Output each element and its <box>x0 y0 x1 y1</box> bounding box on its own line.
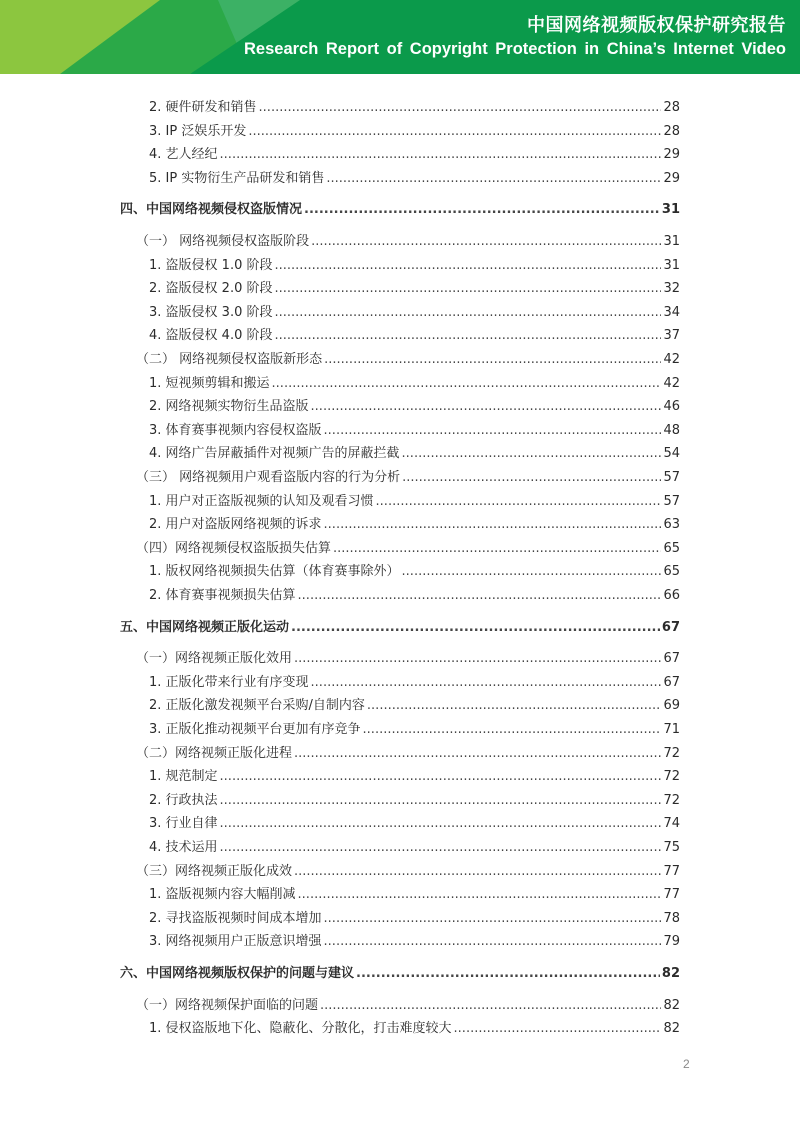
toc-entry-title: 4. 盗版侵权 4.0 阶段 <box>149 328 273 344</box>
toc-dot-leader <box>326 171 661 187</box>
toc-dot-leader <box>298 588 662 604</box>
toc-dot-leader <box>294 746 661 762</box>
toc-item[interactable] <box>149 117 680 140</box>
toc-dot-leader <box>402 470 661 486</box>
toc-entry-title: 3. 正版化推动视频平台更加有序竞争 <box>149 722 361 737</box>
toc-entry-page: 29 <box>663 147 680 163</box>
toc-item[interactable] <box>149 369 680 392</box>
toc-entry-title: 4. 技术运用 <box>149 840 218 855</box>
toc-chapter[interactable] <box>120 959 680 982</box>
toc-entry-page: 72 <box>663 769 680 785</box>
toc-dot-leader <box>248 124 661 140</box>
toc-section[interactable] <box>136 857 680 880</box>
toc-entry-page: 65 <box>663 540 680 556</box>
toc-entry-title: （三）网络视频正版化成效 <box>136 863 293 879</box>
toc-section[interactable] <box>136 739 680 762</box>
toc-dot-leader <box>272 376 662 392</box>
toc-entry-page: 32 <box>663 281 680 297</box>
toc-dot-leader <box>454 1021 662 1037</box>
toc-entry-title: 六、中国网络视频版权保护的问题与建议 <box>120 966 355 981</box>
toc-entry-page: 82 <box>663 997 680 1013</box>
toc-dot-leader <box>311 675 662 691</box>
toc-item[interactable] <box>149 487 680 510</box>
toc-item[interactable] <box>149 321 680 344</box>
toc-dot-leader <box>333 541 661 557</box>
toc-entry-page: 79 <box>663 934 680 950</box>
toc-entry-title: 3. IP 泛娱乐开发 <box>149 123 247 139</box>
toc-entry-page: 28 <box>663 100 680 115</box>
toc-section[interactable] <box>136 227 680 250</box>
toc-entry-page: 63 <box>663 517 680 533</box>
toc-item[interactable] <box>149 392 680 415</box>
toc-entry-page: 72 <box>663 745 680 761</box>
toc-entry-page: 72 <box>663 792 680 808</box>
toc-entry-page: 82 <box>663 1021 680 1037</box>
toc-entry-page: 31 <box>663 257 680 273</box>
toc-entry-page: 31 <box>663 234 680 249</box>
toc-entry-title: 3. 体育赛事视频内容侵权盗版 <box>149 422 322 438</box>
toc-chapter[interactable] <box>120 195 680 218</box>
toc-dot-leader <box>324 517 662 533</box>
toc-entry-title: 2. 盗版侵权 2.0 阶段 <box>149 281 273 297</box>
toc-entry-page: 71 <box>663 722 680 737</box>
toc-entry-title: 4. 艺人经纪 <box>149 147 218 163</box>
header-subtitle: Research Report of Copyright Protection in China’s Internet Video <box>244 40 786 58</box>
toc-item[interactable] <box>149 251 680 274</box>
toc-dot-leader <box>356 966 660 982</box>
toc-entry-page: 82 <box>661 966 680 981</box>
toc-entry-page: 78 <box>663 910 680 926</box>
toc-dot-leader <box>363 722 662 738</box>
toc-entry-page: 77 <box>663 863 680 879</box>
toc-item[interactable] <box>149 927 680 950</box>
toc-entry-title: （四）网络视频侵权盗版损失估算 <box>136 540 332 556</box>
toc-dot-leader <box>291 620 660 636</box>
toc-item[interactable] <box>149 164 680 187</box>
toc-entry-title: 四、中国网络视频侵权盗版情况 <box>120 202 303 218</box>
toc-entry-page: 67 <box>663 674 680 690</box>
toc-item[interactable] <box>149 691 680 714</box>
report-header <box>0 0 800 74</box>
toc-entry-title: （三） 网络视频用户观看盗版内容的行为分析 <box>136 470 401 485</box>
toc-item[interactable] <box>149 809 680 832</box>
toc-dot-leader <box>298 887 662 903</box>
toc-entry-title: 2. 硬件研发和销售 <box>149 100 257 115</box>
toc-dot-leader <box>324 352 661 368</box>
toc-entry-page: 67 <box>663 651 680 667</box>
toc-item[interactable] <box>149 510 680 533</box>
toc-dot-leader <box>220 793 662 809</box>
toc-entry-title: 1. 盗版视频内容大幅削减 <box>149 887 296 903</box>
toc-entry-page: 37 <box>663 328 680 344</box>
toc-item[interactable] <box>149 557 680 580</box>
toc-entry-title: 1. 版权网络视频损失估算（体育赛事除外） <box>149 564 400 580</box>
toc-item[interactable] <box>149 833 680 856</box>
toc-entry-page: 29 <box>663 170 680 186</box>
header-title: 中国网络视频版权保护研究报告 <box>527 15 786 36</box>
toc-entry-title: （一）网络视频正版化效用 <box>136 651 293 667</box>
toc-entry-page: 28 <box>663 123 680 139</box>
toc-entry-title: 五、中国网络视频正版化运动 <box>120 619 290 635</box>
toc-entry-page: 57 <box>663 493 680 509</box>
toc-dot-leader <box>220 840 662 856</box>
toc-item[interactable] <box>149 298 680 321</box>
toc-entry-title: 2. 正版化激发视频平台采购/自制内容 <box>149 698 365 714</box>
toc-item[interactable] <box>149 668 680 691</box>
toc-dot-leader <box>274 281 661 297</box>
toc-entry-title: 3. 行业自律 <box>149 816 218 832</box>
toc-entry-page: 57 <box>663 470 680 485</box>
toc-dot-leader <box>376 494 662 510</box>
toc-dot-leader <box>311 399 662 415</box>
toc-dot-leader <box>220 816 662 832</box>
toc-entry-title: 2. 寻找盗版视频时间成本增加 <box>149 910 322 926</box>
toc-entry-page: 46 <box>663 399 680 415</box>
toc-section[interactable] <box>136 991 680 1014</box>
toc-entry-page: 77 <box>663 887 680 903</box>
toc-entry-title: 1. 侵权盗版地下化、隐蔽化、分散化，打击难度较大 <box>149 1021 452 1037</box>
toc-item[interactable] <box>149 762 680 785</box>
toc-section[interactable] <box>136 345 680 368</box>
toc-dot-leader <box>320 998 661 1014</box>
toc-entry-page: 65 <box>663 564 680 580</box>
toc-dot-leader <box>259 100 662 116</box>
toc-section[interactable] <box>136 644 680 667</box>
toc-entry-title: （二） 网络视频侵权盗版新形态 <box>136 352 323 367</box>
toc-dot-leader <box>304 202 660 218</box>
toc-item[interactable] <box>149 581 680 604</box>
toc-dot-leader <box>402 446 662 462</box>
toc-entry-title: （一）网络视频保护面临的问题 <box>136 997 319 1013</box>
toc-dot-leader <box>274 305 661 321</box>
toc-entry-title: 2. 网络视频实物衍生品盗版 <box>149 399 309 415</box>
toc-entry-title: 1. 盗版侵权 1.0 阶段 <box>149 257 273 273</box>
toc-item[interactable] <box>149 274 680 297</box>
toc-item[interactable] <box>149 715 680 738</box>
toc-item[interactable] <box>149 93 680 116</box>
toc-entry-page: 48 <box>663 422 680 438</box>
toc-dot-leader <box>274 328 661 344</box>
toc-entry-title: 2. 用户对盗版网络视频的诉求 <box>149 517 322 533</box>
toc-entry-page: 66 <box>663 588 680 603</box>
toc-entry-title: 1. 用户对正盗版视频的认知及观看习惯 <box>149 493 374 509</box>
toc-item[interactable] <box>149 904 680 927</box>
toc-item[interactable] <box>149 1014 680 1037</box>
toc-section[interactable] <box>136 534 680 557</box>
toc-dot-leader <box>220 147 662 163</box>
toc-entry-title: 1. 规范制定 <box>149 769 218 785</box>
toc-entry-page: 69 <box>663 698 680 714</box>
toc-dot-leader <box>311 234 661 250</box>
page-number: 2 <box>683 1057 690 1071</box>
toc-dot-leader <box>402 564 662 580</box>
toc-item[interactable] <box>149 880 680 903</box>
toc-entry-page: 31 <box>661 202 680 218</box>
toc-entry-page: 42 <box>663 352 680 367</box>
toc-dot-leader <box>367 698 662 714</box>
toc-chapter[interactable] <box>120 613 680 636</box>
toc-entry-title: （一） 网络视频侵权盗版阶段 <box>136 234 310 249</box>
toc-entry-title: 5. IP 实物衍生产品研发和销售 <box>149 170 325 186</box>
toc-dot-leader <box>294 864 661 880</box>
toc-entry-title: 1. 正版化带来行业有序变现 <box>149 674 309 690</box>
toc-item[interactable] <box>149 439 680 462</box>
toc-dot-leader <box>294 651 661 667</box>
toc-dot-leader <box>324 934 662 950</box>
toc-entry-page: 42 <box>663 375 680 391</box>
toc-entry-title: 1. 短视频剪辑和搬运 <box>149 375 270 391</box>
toc-dot-leader <box>324 423 662 439</box>
toc-item[interactable] <box>149 786 680 809</box>
toc-entry-page: 54 <box>663 446 680 462</box>
toc-item[interactable] <box>149 416 680 439</box>
toc-entry-title: （二）网络视频正版化进程 <box>136 745 293 761</box>
toc-dot-leader <box>274 258 661 274</box>
toc-section[interactable] <box>136 463 680 486</box>
toc-entry-page: 34 <box>663 304 680 320</box>
toc-entry-title: 2. 体育赛事视频损失估算 <box>149 588 296 603</box>
toc-entry-title: 3. 网络视频用户正版意识增强 <box>149 934 322 950</box>
toc-entry-title: 4. 网络广告屏蔽插件对视频广告的屏蔽拦截 <box>149 446 400 462</box>
toc-dot-leader <box>324 911 662 927</box>
toc-entry-page: 75 <box>663 840 680 855</box>
toc-entry-page: 67 <box>661 619 680 635</box>
toc-dot-leader <box>220 769 662 785</box>
toc-item[interactable] <box>149 140 680 163</box>
toc-entry-title: 3. 盗版侵权 3.0 阶段 <box>149 304 273 320</box>
toc-entry-page: 74 <box>663 816 680 832</box>
toc-entry-title: 2. 行政执法 <box>149 792 218 808</box>
